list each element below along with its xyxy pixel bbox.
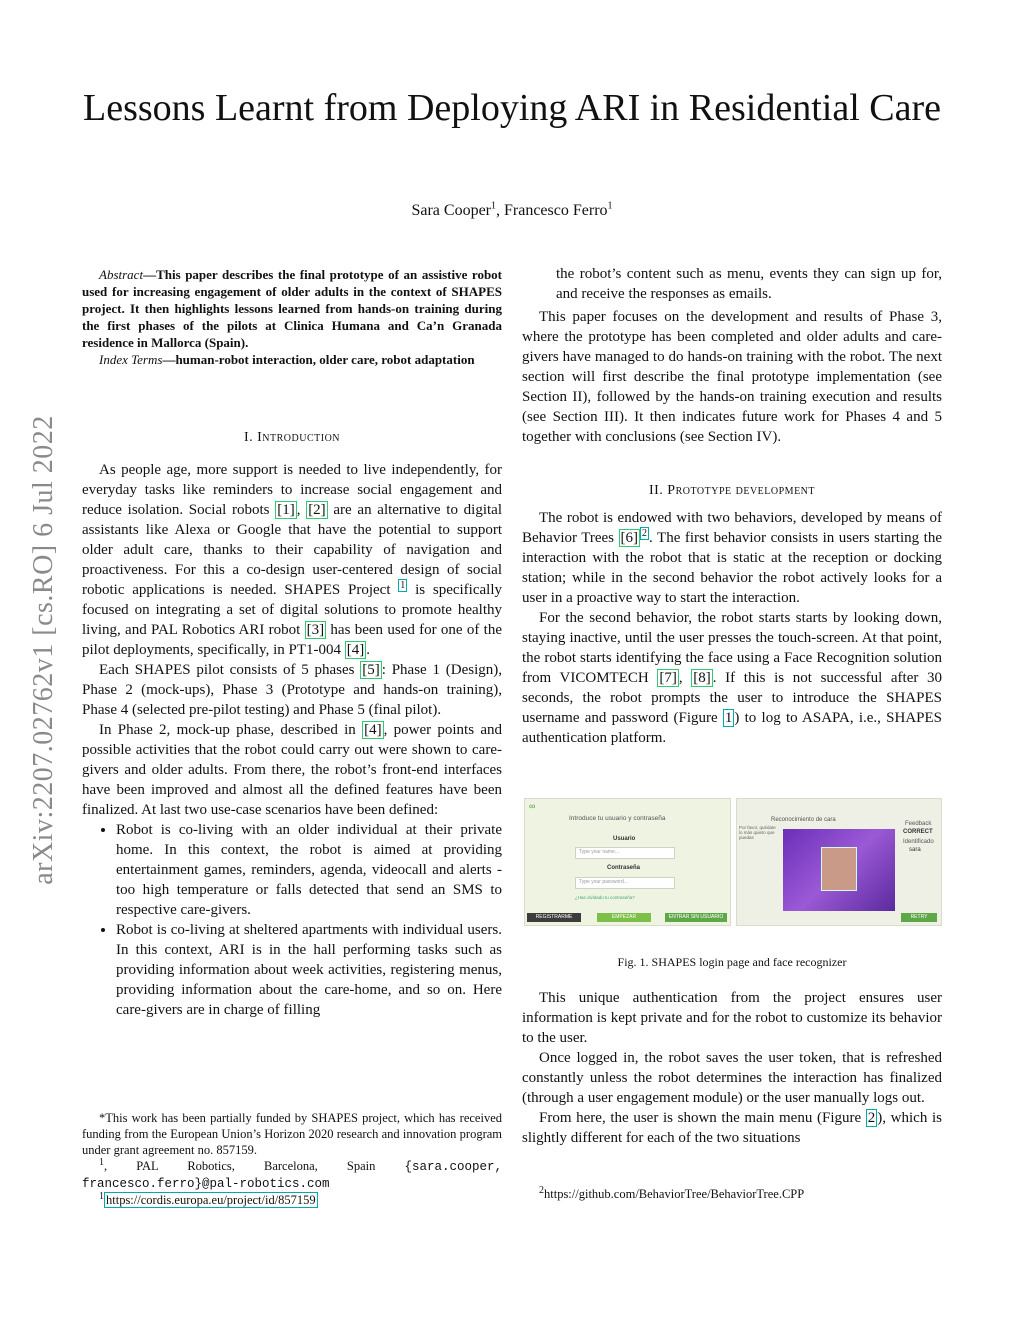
camera-view: [783, 829, 895, 911]
figure-caption: Fig. 1. SHAPES login page and face recognizer: [617, 955, 847, 969]
password-field: Type your password...: [575, 877, 675, 889]
figure-link[interactable]: 2: [867, 1110, 876, 1126]
citation-link[interactable]: [3]: [306, 622, 325, 638]
footnote-link[interactable]: 2: [642, 528, 648, 539]
face-box-icon: [821, 847, 857, 891]
citation-link[interactable]: [4]: [364, 722, 382, 738]
username-field: Type your name...: [575, 847, 675, 859]
face-recognizer-screenshot: Reconocimiento de cara Por favor, quédate lo más quieto que puedas Feedback CORRECT Identificado sara RETRY: [736, 798, 942, 926]
footnote-2: $^2$https://github.com/BehaviorTree/BehaviorTree.CPP: [539, 1184, 805, 1201]
footnote-link[interactable]: 1: [400, 580, 406, 591]
section-heading-prototype: II. Prototype development: [648, 483, 816, 498]
footnote-url-link[interactable]: https://cordis.europa.eu/project/id/857159: [106, 1193, 316, 1207]
citation-link[interactable]: [4]: [346, 642, 365, 658]
section-heading-introduction: I. Introduction: [243, 430, 341, 445]
list-item: • Robot is co-living at sheltered apartments with individual users. In this context, ARI is in the hall performing tasks such as providing information about week activities, registering menus, providing information about the care-home, and so on. Here care-givers are in charge of filling: [116, 920, 502, 1020]
citation-link[interactable]: [1]: [277, 502, 295, 518]
figure-link[interactable]: 1: [724, 710, 733, 726]
paper-title: Lessons Learnt from Deploying ARI in Residential Care: [83, 87, 941, 129]
citation-link[interactable]: [8]: [693, 670, 711, 686]
login-screenshot: ∞ Introduce tu usuario y contraseña Usuario Type your name... Contraseña Type your password... ¿Has olvidado tu contraseña? REGISTRARME EMPEZAR ENTRAR SIN USUARIO: [524, 798, 731, 926]
footnotes: *This work has been partially funded by SHAPES project, which has received funding from the European Union’s Horizon 2020 research and innovation program under grant agreement no. 857159. $^1$, PAL Robotics, Barcelona, Spain {sara.cooper, francesco.ferro}@pal-robotics.com $^1$ https://cordis.europa.eu/project/id/857159: [82, 1111, 502, 1207]
app-logo-icon: ∞: [529, 801, 536, 811]
abstract: Abstract—This paper describes the final prototype of an assistive robot used for increasing engagement of older adults in the context of SHAPES project. It then highlights lessons learned from hands-on training during the first phases of the pilots at Clinica Humana and Ca’n Granada residence in Mallorca (Spain). Index Terms—human-robot interaction, older care, robot adaptation: [82, 267, 502, 367]
right-column-bottom: This unique authentication from the project ensures user information is kept private and for the robot to customize its behavior to the user. Once logged in, the robot saves the user token, that is refreshed constantly unless the robot determines the interaction has finalized (through a user engagement module) or the user manually logs out. From here, the user is shown the main menu (Figure 2 ), which is slightly different for each of the two situations: [522, 990, 942, 1146]
authors: Sara Cooper$^1$, Francesco Ferro$^1$: [411, 200, 613, 219]
start-button: EMPEZAR: [597, 913, 651, 922]
right-column-top: the robot’s content such as menu, events they can sign up for, and receive the responses as emails. This paper focuses on the development and results of Phase 3, where the prototype has been completed and older adults and care-givers have managed to do hands-on training with the robot. The next section will first describe the final prototype implementation (see Section II), followed by the hands-on training execution and results (see Section III). It then indicates future work for Phases 4 and 5 together with conclusions (see Section IV).: [522, 266, 942, 445]
introduction-body: As people age, more support is needed to live independently, for everyday tasks like reminders to increase social engagement and reduce isolation. Social robots [1] , [2] are an alternative to digital assistants like Alexa or Google that have the potential to support older adult care, thanks to their capability of navigation and proactiveness. For this a co-design user-centered design of social robotic applications is needed. SHAPES Project $^1$ is specifically focused on integrating a set of digital solutions to promote healthy living, and PAL Robotics ARI robot [3] has been used for one of the pilot deployments, specifically, in PT1-004 [4] . Each SHAPES pilot consists of 5 phases [5] : Phase 1 (Design), Phase 2 (mock-ups), Phase 3 (Prototype and hands-on training), Phase 4 (selected pre-pilot testing) and Phase 5 (final pilot). In Phase 2, mock-up phase, described in [4] , power points and possible activities that the robot could carry out were shown to care-givers and older adults. From there, the robot’s front-end interfaces have been improved and almost all the defined features have been finalized. At last two use-case scenarios have been defined: • Robot is co-living with an older individual at their private home. In this context, the robot is aimed at providing entertainment games, reminders, agenda, videocall and alerts - too high temperature or falls detected that send an SMS to respective care-givers. • Robot is co-living at sheltered apartments with individual users. In this context, ARI is in the hall performing tasks such as providing information about week activities, registering menus, providing information about the care-home, and so on. Here care-givers are in charge of filling: [82, 460, 502, 1020]
prototype-body: The robot is endowed with two behaviors, developed by means of Behavior Trees [6] $^2$ . The first behavior consists in users starting the interaction with the robot that is static at the reception or docking station; while in the second behavior the robot actively looks for a user in a proactive way to start the interaction. For the second behavior, the robot starts starts by looking down, staying inactive, until the user presses the touch-screen. At that point, the robot starts identifying the face using a Face Recognition solution from VICOMTECH [7] , [8] . If this is not successful after 30 seconds, the robot prompts the user to introduce the SHAPES username and password (Figure 1 ) to log to ASAPA, i.e., SHAPES authentication platform.: [522, 510, 942, 746]
citation-link[interactable]: [2]: [308, 502, 326, 518]
register-button: REGISTRARME: [527, 913, 581, 922]
citation-link[interactable]: [7]: [659, 670, 677, 686]
no-user-button: ENTRAR SIN USUARIO: [665, 913, 727, 922]
list-item: • Robot is co-living with an older individual at their private home. In this context, the robot is aimed at providing entertainment games, reminders, agenda, videocall and alerts - too high temperature or falls detected that send an SMS to respective care-givers.: [116, 820, 502, 920]
citation-link[interactable]: [5]: [362, 662, 380, 678]
figure-1: [524, 792, 940, 930]
citation-link[interactable]: [6]: [620, 530, 639, 546]
arxiv-sidebar: arXiv:2207.02762v1 [cs.RO] 6 Jul 2022: [28, 415, 59, 885]
retry-button: RETRY: [901, 913, 937, 922]
